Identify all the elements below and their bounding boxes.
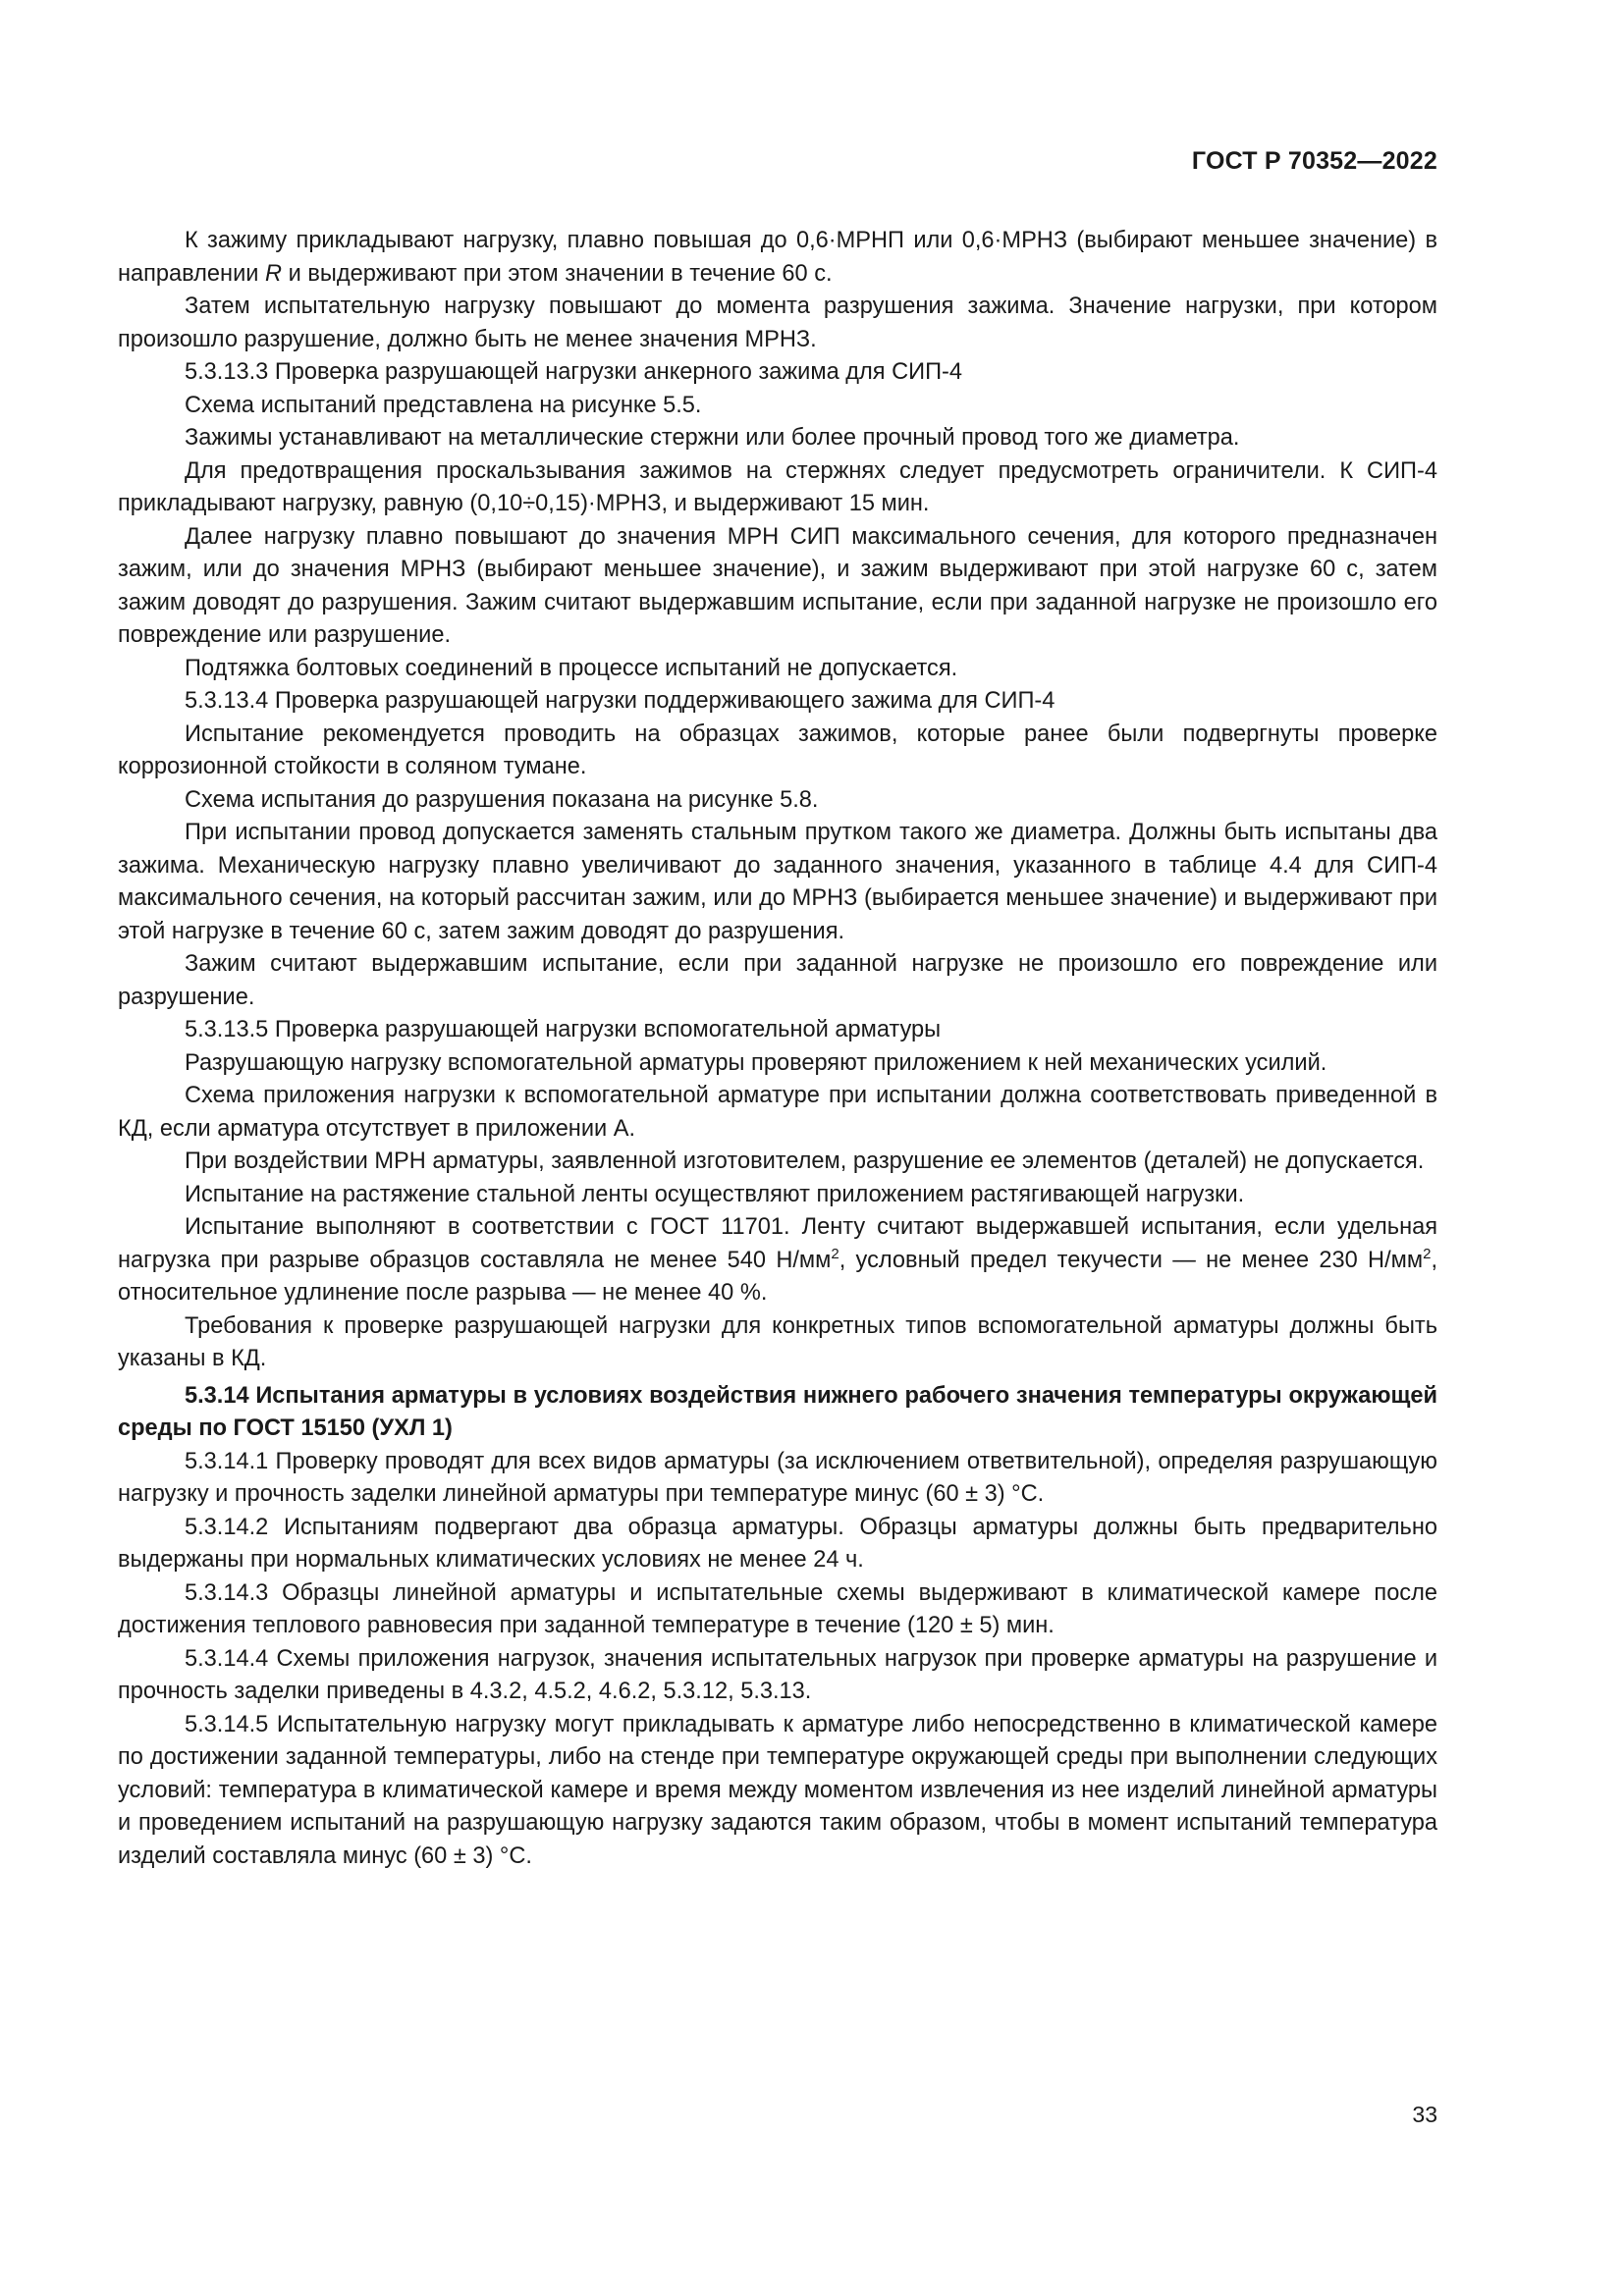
superscript-2: 2 <box>831 1245 839 1262</box>
paragraph-4: Зажимы устанавливают на металлические стержни или более прочный провод того же диаметра. <box>185 425 1240 451</box>
page-number: 33 <box>1412 2102 1437 2127</box>
paragraph-13: 5.3.13.5 Проверка разрушающей нагрузки вспомогательной арматуры <box>185 1017 942 1042</box>
paragraph-9: Испытание рекомендуется проводить на образцах зажимов, которые ранее были подвергнуты проверке коррозионной стойкости в соляном тумане. <box>118 721 1437 779</box>
paragraph-0-after-symbol: и выдерживают при этом значении в течение 60 с. <box>282 260 833 287</box>
paragraph-1: Затем испытательную нагрузку повышают до момента разрушения зажима. Значение нагрузки, при котором произошло разрушение, должно быть не менее значения МРНЗ. <box>118 294 1437 352</box>
paragraph-12: Зажим считают выдержавшим испытание, если при заданной нагрузке не произошло его повреждение или разрушение. <box>118 951 1437 1010</box>
paragraph-23: 5.3.14.3 Образцы линейной арматуры и испытательные схемы выдерживают в климатической камере после достижения теплового равновесия при заданной температуре в течение (120 ± 5) мин. <box>118 1579 1437 1638</box>
paragraph-18 <box>118 1211 1437 1310</box>
paragraph-19: Требования к проверке разрушающей нагрузки для конкретных типов вспомогательной арматуры должны быть указаны в КД. <box>118 1312 1437 1371</box>
paragraph-0-before-symbol: К зажиму прикладывают нагрузку, плавно повышая до 0,6·МРНП или 0,6·МРНЗ (выбирают меньшее значение) в направлении <box>118 228 1437 287</box>
paragraph-7: Подтяжка болтовых соединений в процессе испытаний не допускается. <box>185 655 958 681</box>
paragraph-25: 5.3.14.5 Испытательную нагрузку могут прикладывать к арматуре либо непосредственно в климатической камере по достижении заданной температуры, либо на стенде при температуре окружающей среды при выполнении следующих условий: температура в климатической камере и время между моментом извлечения из нее изделий линейной арматуры и проведением испытаний на разрушающую нагрузку задаются таким образом, чтобы в момент испытаний температура изделий составляла минус (60 ± 3) °С. <box>118 1711 1437 1869</box>
paragraph-2: 5.3.13.3 Проверка разрушающей нагрузки анкерного зажима для СИП-4 <box>185 359 963 385</box>
superscript-2: 2 <box>1423 1245 1432 1262</box>
paragraph-17: Испытание на растяжение стальной ленты осуществляют приложением растягивающей нагрузки. <box>185 1181 1245 1207</box>
paragraph-10: Схема испытания до разрушения показана на рисунке 5.8. <box>185 786 819 813</box>
paragraph-24: 5.3.14.4 Схемы приложения нагрузок, значения испытательных нагрузок при проверке арматуры на разрушение и прочность заделки приведены в 4.3.2, 4.5.2, 4.6.2, 5.3.12, 5.3.13. <box>118 1645 1437 1704</box>
paragraph-15: Схема приложения нагрузки к вспомогательной арматуре при испытании должна соответствовать приведенной в КД, если арматура отсутствует в приложении А. <box>118 1083 1437 1142</box>
document-body <box>118 225 1437 1873</box>
paragraph-16: При воздействии МРН арматуры, заявленной изготовителем, разрушение ее элементов (деталей) не допускается. <box>185 1148 1425 1174</box>
paragraph-5: Для предотвращения проскальзывания зажимов на стержнях следует предусмотреть ограничители. К СИП-4 прикладывают нагрузку, равную (0,10÷0,15)·МРНЗ, и выдерживают 15 мин. <box>118 457 1437 516</box>
paragraph-18-part-c: , относительное удлинение после разрыва — не менее 40 %. <box>118 1247 1438 1306</box>
direction-symbol-r: R <box>265 260 283 287</box>
paragraph-3: Схема испытаний представлена на рисунке 5.5. <box>185 392 702 418</box>
paragraph-0 <box>118 225 1437 291</box>
paragraph-8: 5.3.13.4 Проверка разрушающей нагрузки поддерживающего зажима для СИП-4 <box>185 688 1056 714</box>
paragraph-18-part-a: Испытание выполняют в соответствии с ГОСТ 11701. Ленту считают выдержавшей испытания, если удельная нагрузка при разрыве образцов составляла не менее 540 Н/мм <box>118 1214 1437 1273</box>
paragraph-22: 5.3.14.2 Испытаниям подвергают два образца арматуры. Образцы арматуры должны быть предварительно выдержаны при нормальных климатических условиях не менее 24 ч. <box>118 1514 1437 1573</box>
paragraph-14: Разрушающую нагрузку вспомогательной арматуры проверяют приложением к ней механических усилий. <box>185 1049 1327 1076</box>
document-code-header: ГОСТ Р 70352—2022 <box>1191 147 1437 175</box>
paragraph-18-part-b: , условный предел текучести — не менее 230 Н/мм <box>839 1247 1424 1273</box>
paragraph-21: 5.3.14.1 Проверку проводят для всех видов арматуры (за исключением ответвительной), определяя разрушающую нагрузку и прочность заделки линейной арматуры при температуре минус (60 ± 3) °С. <box>118 1448 1437 1507</box>
paragraph-11: При испытании провод допускается заменять стальным прутком такого же диаметра. Должны быть испытаны два зажима. Механическую нагрузку плавно увеличивают до заданного значения, указанного в таблице 4.4 для СИП-4 максимального сечения, на который рассчитан зажим, или до МРНЗ (выбирается меньшее значение) и выдерживают при этой нагрузке в течение 60 с, затем зажим доводят до разрушения. <box>118 820 1437 944</box>
section-heading-5-3-14: 5.3.14 Испытания арматуры в условиях воздействия нижнего рабочего значения температуры окружающей среды по ГОСТ 15150 (УХЛ 1) <box>118 1382 1437 1441</box>
paragraph-6: Далее нагрузку плавно повышают до значения МРН СИП максимального сечения, для которого предназначен зажим, или до значения МРНЗ (выбирают меньшее значение), и зажим выдерживают при этой нагрузке 60 с, затем зажим доводят до разрушения. Зажим считают выдержавшим испытание, если при заданной нагрузке не произошло его повреждение или разрушение. <box>118 523 1437 648</box>
